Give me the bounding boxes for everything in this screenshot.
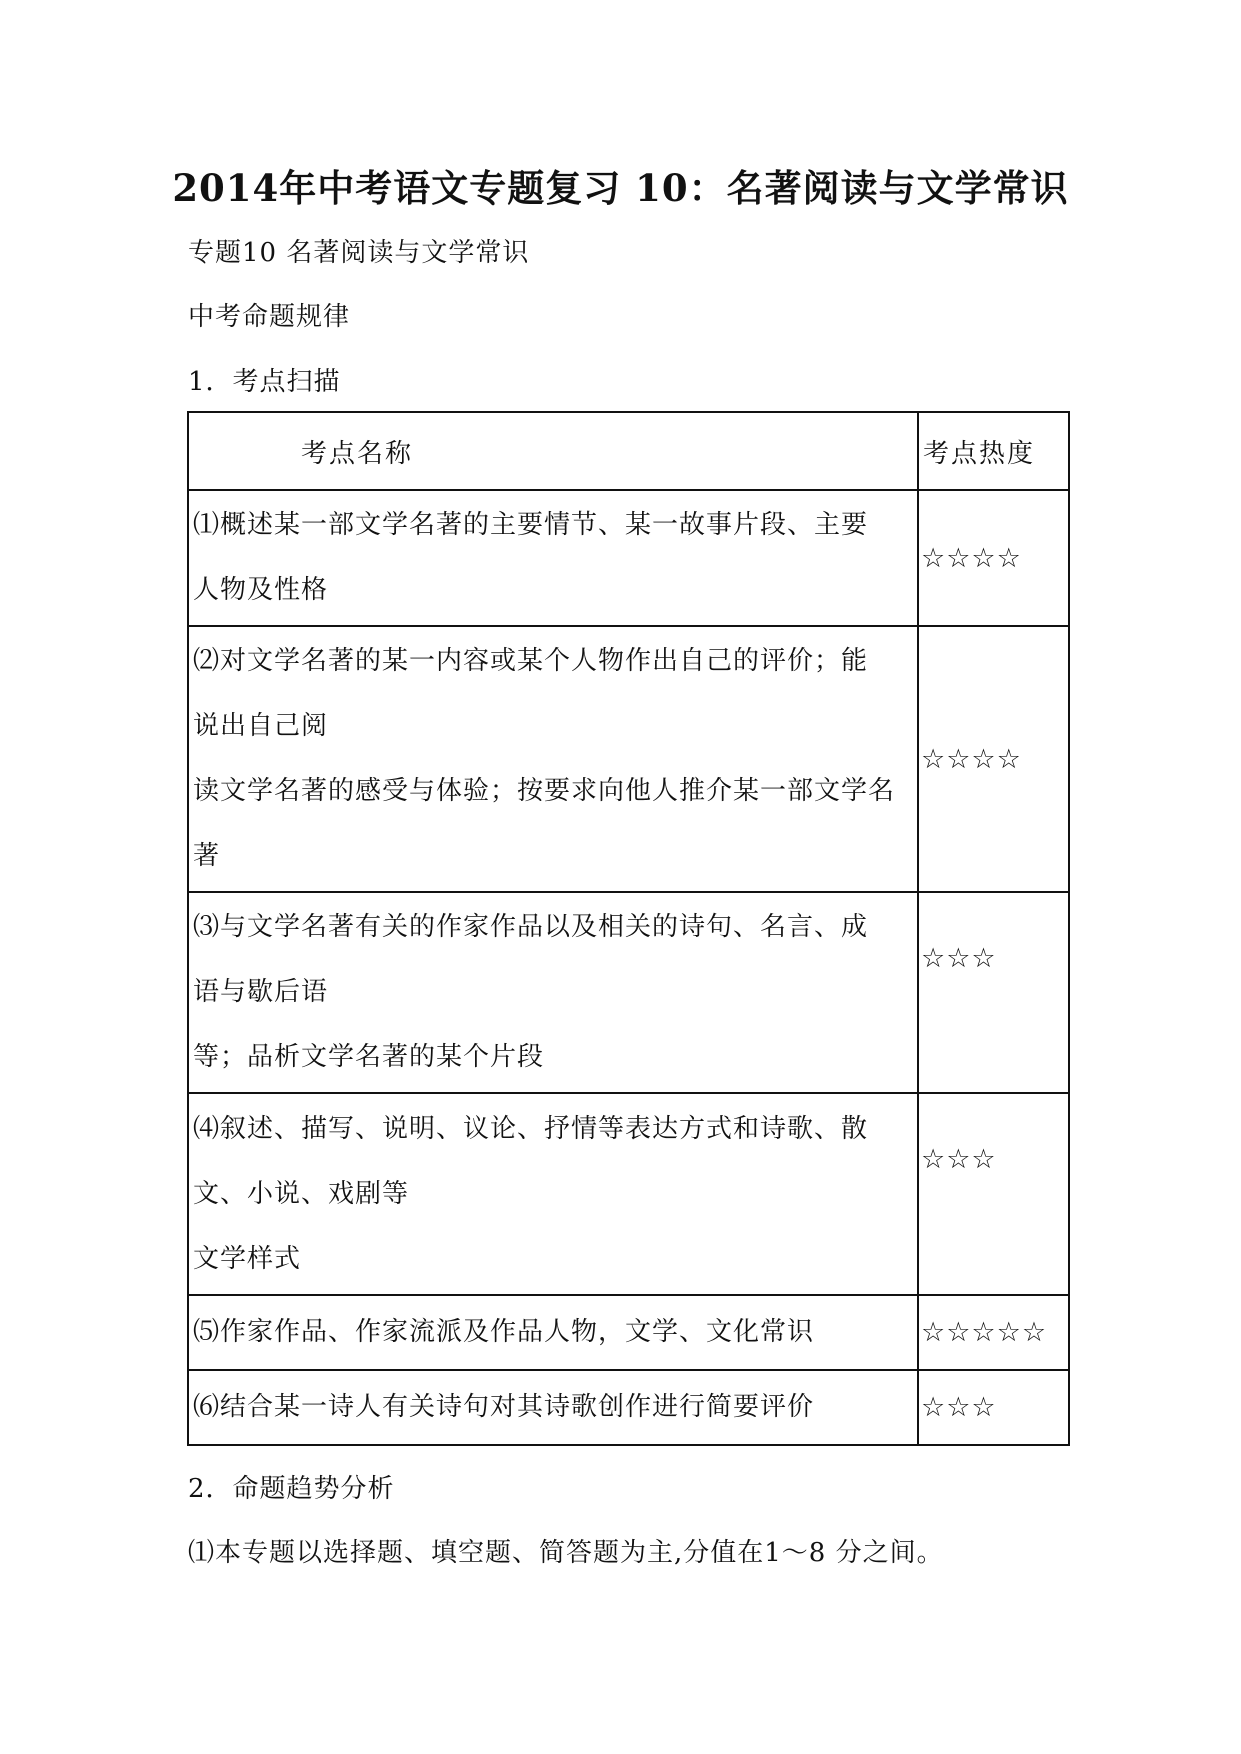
point-name-cell [188,1295,918,1370]
heat-rating: ☆☆☆☆ [918,490,1069,626]
point-name-cell [188,1093,918,1295]
table-row [188,490,1069,626]
point-text-line: ⑷叙述、描写、说明、议论、抒情等表达方式和诗歌、散 [193,1113,869,1144]
point-text-line: ⑸作家作品、作家流派及作品人物，文学、文化常识 [193,1317,815,1347]
section-heading: 中考命题规律 [188,302,351,332]
point-name-cell [188,490,918,626]
table-row [188,1295,1069,1370]
part1-heading: 1．考点扫描 [188,367,341,397]
heat-rating: ☆☆☆ [918,1093,1069,1295]
point-text-line: ⑹结合某一诗人有关诗句对其诗歌创作进行简要评价 [193,1392,815,1422]
point-text-line: 人物及性格 [193,575,329,605]
point-text-line: ⑶与文学名著有关的作家作品以及相关的诗句、名言、成 [193,912,869,942]
point-text-line: ⑵对文学名著的某一内容或某个人物作出自己的评价；能 [193,646,869,676]
heat-rating: ☆☆☆ [918,1370,1069,1445]
header-point-heat: 考点热度 [918,412,1069,490]
point-name-cell [188,1370,918,1445]
subtitle: 专题10 名著阅读与文学常识 [188,238,530,268]
heat-rating: ☆☆☆☆ [918,626,1069,892]
point-text-line: 说出自己阅 [193,711,329,741]
part2-item-1: ⑴本专题以选择题、填空题、简答题为主,分值在1～8 分之间。 [188,1538,944,1568]
point-text-line: ⑴概述某一部文学名著的主要情节、某一故事片段、主要 [193,510,869,540]
part2-heading: 2．命题趋势分析 [188,1474,395,1504]
point-text-line: 著 [193,841,221,871]
exam-points-table [187,411,1070,1446]
table-row [188,892,1069,1093]
heat-rating: ☆☆☆ [918,892,1069,1093]
point-text-line: 文、小说、戏剧等 [193,1178,410,1209]
point-text-line: 文学样式 [193,1243,302,1274]
point-text-line: 等；品析文学名著的某个片段 [193,1042,545,1072]
table-header-row [188,412,1069,490]
page-title: 2014年中考语文专题复习 10：名著阅读与文学常识 [172,166,1069,210]
point-text-line: 语与歇后语 [193,977,329,1007]
header-point-name: 考点名称 [188,412,918,490]
table-row [188,626,1069,892]
point-text-line: 读文学名著的感受与体验；按要求向他人推介某一部文学名 [193,776,896,806]
table-row [188,1093,1069,1295]
heat-rating: ☆☆☆☆☆ [918,1295,1069,1370]
point-name-cell [188,892,918,1093]
table-row [188,1370,1069,1445]
point-name-cell [188,626,918,892]
